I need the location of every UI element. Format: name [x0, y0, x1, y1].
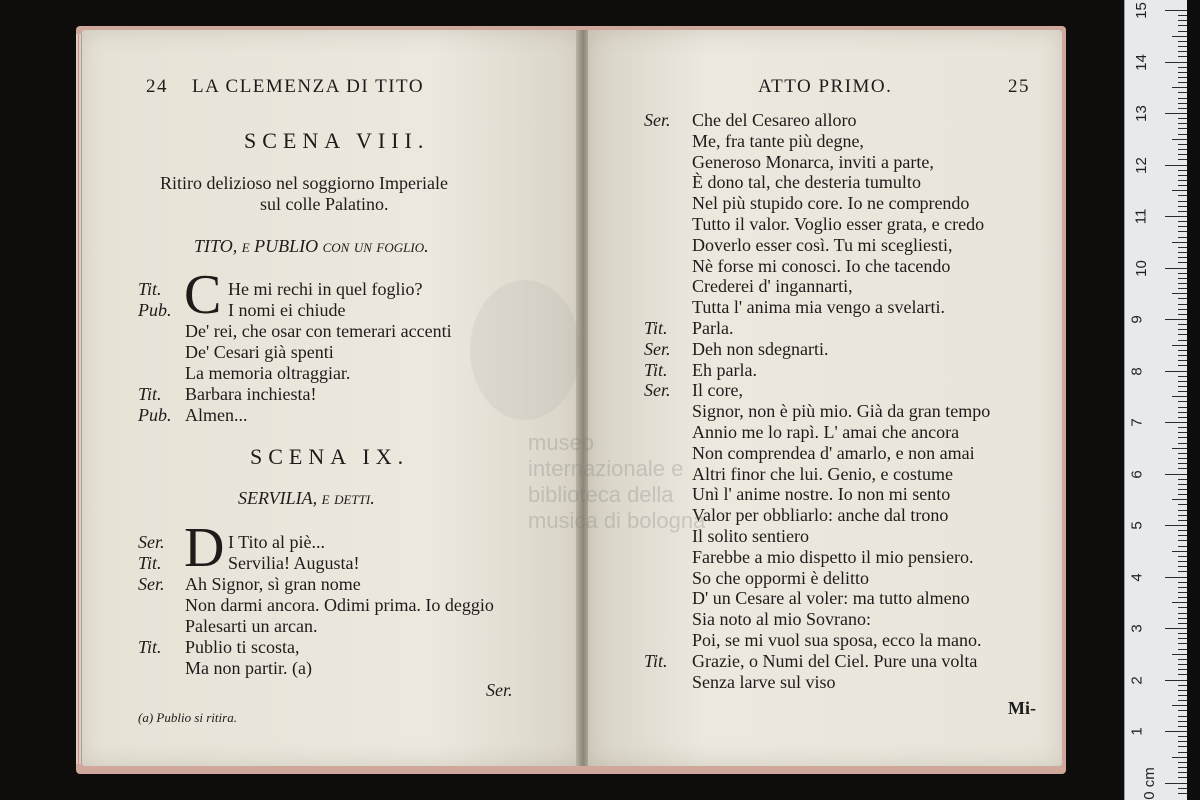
ruler-tick — [1178, 664, 1187, 665]
scene-8-setting-line: Ritiro delizioso nel soggiorno Imperiale — [160, 173, 448, 193]
ruler-tick — [1178, 365, 1187, 366]
ruler-tick — [1178, 82, 1187, 83]
ruler-tick — [1178, 674, 1187, 675]
dialogue-line: La memoria oltraggiar. — [185, 363, 351, 383]
ruler-tick — [1178, 618, 1187, 619]
dialogue-line: Signor, non è più mio. Già da gran tempo — [692, 401, 991, 422]
ruler-tick — [1178, 613, 1187, 614]
ruler-tick — [1178, 221, 1187, 222]
ruler-tick — [1165, 731, 1187, 732]
dialogue-line: Poi, se mi vuol sua sposa, ecco la mano. — [692, 630, 982, 650]
speaker-label: Tit. — [644, 318, 668, 338]
ruler-tick — [1178, 128, 1187, 129]
ruler-tick — [1178, 643, 1187, 644]
dialogue-line: Almen... — [185, 405, 248, 425]
ruler-tick — [1178, 494, 1187, 495]
ruler-tick — [1178, 520, 1187, 521]
ruler-tick — [1172, 345, 1187, 346]
ruler-tick — [1178, 597, 1187, 598]
dialogue-line: Ah Signor, sì gran nome — [185, 574, 361, 594]
ruler-tick — [1178, 314, 1187, 315]
dialogue-line: Unì l' anime nostre. Io non mi sento — [692, 484, 951, 505]
ruler-tick — [1178, 721, 1187, 722]
scene-9-title: SCENA IX. — [250, 444, 410, 469]
dialogue-line: Non comprendea d' amarlo, e non amai — [692, 442, 975, 463]
ruler-tick — [1178, 20, 1187, 21]
dialogue-line: Parla. — [692, 318, 734, 338]
ruler-tick — [1165, 113, 1187, 114]
ruler-tick — [1172, 705, 1187, 706]
ruler-label: 11 — [1132, 208, 1150, 225]
ruler-tick — [1178, 247, 1187, 248]
ruler-tick — [1178, 149, 1187, 150]
ruler-tick — [1172, 654, 1187, 655]
ruler-tick — [1178, 180, 1187, 181]
ruler-tick — [1178, 118, 1187, 119]
dialogue-line: Tutto il valor. Voglio esser grata, e credo — [692, 214, 985, 234]
ruler-tick — [1178, 381, 1187, 382]
watermark: museo internazionale e biblioteca della musica di bologna — [528, 430, 706, 533]
ruler-label: 1 — [1128, 727, 1146, 736]
ruler-label: 9 — [1128, 315, 1146, 324]
ruler-tick — [1178, 206, 1187, 207]
ruler-tick — [1178, 144, 1187, 145]
ruler-tick — [1178, 582, 1187, 583]
measurement-ruler — [1124, 0, 1187, 800]
ruler-tick — [1178, 98, 1187, 99]
ruler-tick — [1178, 41, 1187, 42]
ruler-tick — [1178, 458, 1187, 459]
ruler-tick — [1178, 571, 1187, 572]
ruler-tick — [1178, 566, 1187, 567]
dialogue-line: Barbara inchiesta! — [185, 384, 317, 404]
ruler-tick — [1172, 551, 1187, 552]
ruler-label: 15 — [1132, 2, 1150, 19]
ruler-tick — [1178, 355, 1187, 356]
ruler-tick — [1178, 767, 1187, 768]
ruler-tick — [1178, 592, 1187, 593]
ruler-tick — [1178, 67, 1187, 68]
ruler-label: 14 — [1132, 53, 1150, 71]
ruler-tick — [1178, 633, 1187, 634]
left-page-number: 24 — [146, 76, 168, 97]
ruler-tick — [1178, 376, 1187, 377]
dialogue-line: Non darmi ancora. Odimi prima. Io deggio — [185, 595, 494, 615]
speaker-label: Pub. — [138, 405, 172, 425]
ruler-tick — [1172, 87, 1187, 88]
ruler-tick — [1178, 201, 1187, 202]
ruler-tick — [1178, 700, 1187, 701]
ruler-tick — [1178, 437, 1187, 438]
ruler-tick — [1165, 165, 1187, 166]
ruler-tick — [1178, 288, 1187, 289]
ruler-label: 4 — [1128, 572, 1146, 582]
scene-8-characters: TITO, e PUBLIO con un foglio. — [194, 236, 429, 256]
ruler-tick — [1178, 623, 1187, 624]
ruler-tick — [1178, 510, 1187, 511]
catchword: Ser. — [486, 680, 513, 700]
ruler-tick — [1178, 417, 1187, 418]
ruler-tick — [1178, 752, 1187, 753]
catchword: Mi- — [1008, 698, 1036, 718]
ruler-tick — [1178, 386, 1187, 387]
ruler-label: 3 — [1128, 624, 1146, 633]
ruler-tick — [1178, 726, 1187, 727]
right-running-title: ATTO PRIMO. — [758, 76, 893, 97]
dialogue-line: Crederei d' ingannarti, — [692, 276, 853, 297]
dialogue-line: D' un Cesare al voler: ma tutto almeno — [692, 588, 970, 609]
ruler-tick — [1172, 602, 1187, 603]
dialogue-line: De' rei, che osar con temerari accenti — [185, 321, 452, 341]
ruler-label: 2 — [1128, 675, 1146, 685]
ruler-label: 8 — [1128, 366, 1146, 376]
ruler-tick — [1178, 432, 1187, 433]
ruler-tick — [1178, 746, 1187, 747]
speaker-label: Tit. — [138, 553, 162, 573]
speaker-label: Tit. — [138, 279, 162, 299]
dialogue-line: Me, fra tante più degne, — [692, 130, 864, 151]
ruler-tick — [1178, 391, 1187, 392]
ruler-label: 10 — [1132, 259, 1150, 277]
ruler-tick — [1178, 561, 1187, 562]
speaker-label: Tit. — [138, 637, 162, 657]
ruler-tick — [1165, 319, 1187, 320]
speaker-label: Pub. — [138, 300, 172, 320]
footnote: (a) Publio si ritira. — [138, 710, 237, 725]
ruler-tick — [1178, 556, 1187, 557]
ruler-tick — [1178, 793, 1187, 794]
ruler-tick — [1178, 360, 1187, 361]
dialogue-line: Eh parla. — [692, 359, 757, 380]
left-running-title: LA CLEMENZA DI TITO — [192, 76, 425, 97]
ruler-tick — [1178, 741, 1187, 742]
ruler-tick — [1178, 535, 1187, 536]
ruler-tick — [1165, 525, 1187, 526]
ruler-tick — [1178, 108, 1187, 109]
ruler-tick — [1178, 489, 1187, 490]
ruler-tick — [1165, 628, 1187, 629]
ruler-tick — [1178, 195, 1187, 196]
speaker-label: Ser. — [138, 532, 165, 552]
dialogue-line: Il core, — [692, 380, 743, 401]
scene-8-title: SCENA VIII. — [244, 128, 430, 153]
ruler-tick — [1178, 185, 1187, 186]
ruler-tick — [1178, 710, 1187, 711]
ruler-tick — [1178, 484, 1187, 485]
ruler-tick — [1178, 540, 1187, 541]
ruler-tick — [1178, 546, 1187, 547]
ruler-tick — [1178, 154, 1187, 155]
ruler-tick — [1172, 448, 1187, 449]
ruler-label: 13 — [1132, 105, 1150, 122]
ruler-tick — [1178, 412, 1187, 413]
speaker-label: Ser. — [644, 338, 671, 359]
ruler-tick — [1178, 237, 1187, 238]
ruler-tick — [1178, 407, 1187, 408]
right-page — [588, 30, 1062, 766]
dialogue-line: Farebbe a mio dispetto il mio pensiero. — [692, 546, 974, 567]
ruler-tick — [1178, 427, 1187, 428]
ruler-tick — [1178, 56, 1187, 57]
ruler-tick — [1165, 577, 1187, 578]
drop-cap: C — [184, 264, 222, 326]
scene-9-characters: SERVILIA, e detti. — [238, 488, 375, 508]
ruler-tick — [1178, 638, 1187, 639]
ruler-tick — [1178, 762, 1187, 763]
ruler-tick — [1165, 216, 1187, 217]
ruler-tick — [1178, 103, 1187, 104]
dialogue-line: Senza larve sul viso — [692, 671, 836, 692]
ruler-tick — [1172, 36, 1187, 37]
ruler-tick — [1178, 252, 1187, 253]
ruler-tick — [1172, 396, 1187, 397]
ruler-tick — [1178, 324, 1187, 325]
ruler-label: 12 — [1132, 156, 1150, 174]
ruler-tick — [1178, 298, 1187, 299]
ruler-tick — [1172, 757, 1187, 758]
dialogue-line: Generoso Monarca, inviti a parte, — [692, 151, 934, 172]
dialogue-line: Tutta l' anima mia vengo a svelarti. — [692, 297, 946, 318]
dialogue-line: Sia noto al mio Sovrano: — [692, 609, 871, 630]
ruler-tick — [1178, 736, 1187, 737]
ruler-tick — [1178, 685, 1187, 686]
ruler-tick — [1178, 226, 1187, 227]
ruler-tick — [1178, 92, 1187, 93]
ruler-tick — [1165, 371, 1187, 372]
ruler-tick — [1178, 273, 1187, 274]
ruler-label: 0 cm — [1140, 766, 1158, 800]
speaker-label: Tit. — [644, 650, 668, 671]
ruler-tick — [1178, 278, 1187, 279]
ruler-tick — [1178, 788, 1187, 789]
ruler-tick — [1172, 293, 1187, 294]
ruler-tick — [1178, 340, 1187, 341]
ruler-tick — [1178, 401, 1187, 402]
ruler-tick — [1178, 587, 1187, 588]
ruler-tick — [1178, 334, 1187, 335]
ruler-tick — [1178, 716, 1187, 717]
ruler-tick — [1178, 123, 1187, 124]
ruler-tick — [1165, 268, 1187, 269]
ruler-tick — [1178, 669, 1187, 670]
watermark-logo — [470, 280, 580, 420]
dialogue-line: De' Cesari già spenti — [185, 342, 334, 362]
ruler-tick — [1165, 422, 1187, 423]
speaker-label: Ser. — [644, 110, 671, 130]
ruler-tick — [1178, 309, 1187, 310]
ruler-tick — [1165, 680, 1187, 681]
ruler-tick — [1178, 453, 1187, 454]
dialogue-line: Palesarti un arcan. — [185, 616, 318, 636]
ruler-tick — [1178, 690, 1187, 691]
ruler-tick — [1172, 139, 1187, 140]
ruler-tick — [1178, 72, 1187, 73]
ruler-tick — [1178, 515, 1187, 516]
ruler-tick — [1178, 659, 1187, 660]
ruler-tick — [1178, 649, 1187, 650]
ruler-tick — [1178, 257, 1187, 258]
speaker-label: Ser. — [138, 574, 165, 594]
ruler-tick — [1178, 329, 1187, 330]
ruler-tick — [1178, 31, 1187, 32]
dialogue-line: Doverlo esser così. Tu mi scegliesti, — [692, 234, 953, 255]
dialogue-line: Il solito sentiero — [692, 526, 809, 546]
ruler-tick — [1178, 530, 1187, 531]
ruler-tick — [1172, 190, 1187, 191]
dialogue-line: È dono tal, che desteria tumulto — [692, 172, 921, 193]
dialogue-line: Valor per obbliarlo: anche dal trono — [692, 505, 949, 526]
ruler-label: 5 — [1128, 521, 1146, 530]
right-page-number: 25 — [1008, 76, 1030, 97]
speaker-label: Ser. — [644, 380, 671, 401]
ruler-tick — [1178, 170, 1187, 171]
dialogue-line: Publio ti scosta, — [185, 637, 300, 657]
dialogue-line: Ma non partir. (a) — [185, 658, 312, 678]
speaker-label: Tit. — [138, 384, 162, 404]
ruler-tick — [1178, 283, 1187, 284]
ruler-tick — [1178, 77, 1187, 78]
ruler-tick — [1178, 46, 1187, 47]
scene-8-setting-line: sul colle Palatino. — [260, 194, 389, 214]
ruler-tick — [1165, 474, 1187, 475]
ruler-tick — [1178, 350, 1187, 351]
speaker-label: Tit. — [644, 359, 668, 380]
ruler-tick — [1178, 231, 1187, 232]
dialogue-line: So che oppormi è delitto — [692, 567, 869, 588]
open-book — [76, 26, 1066, 774]
ruler-tick — [1178, 159, 1187, 160]
ruler-tick — [1178, 468, 1187, 469]
ruler-tick — [1172, 499, 1187, 500]
ruler-tick — [1178, 262, 1187, 263]
ruler-tick — [1178, 772, 1187, 773]
ruler-tick — [1178, 463, 1187, 464]
dialogue-line: Nè forse mi conosci. Io che tacendo — [692, 255, 951, 276]
ruler-tick — [1178, 211, 1187, 212]
dialogue-line: Nel più stupido core. Io ne comprendo — [692, 193, 970, 214]
ruler-tick — [1178, 15, 1187, 16]
ruler-tick — [1165, 62, 1187, 63]
dialogue-line: Servilia! Augusta! — [228, 553, 360, 573]
ruler-tick — [1178, 175, 1187, 176]
ruler-label: 7 — [1128, 418, 1146, 427]
dialogue-line: I Tito al piè... — [228, 532, 326, 552]
dialogue-line: Che del Cesareo alloro — [692, 110, 857, 130]
ruler-tick — [1178, 51, 1187, 52]
dialogue-line: Altri finor che lui. Genio, e costume — [692, 463, 953, 484]
ruler-tick — [1178, 777, 1187, 778]
ruler-label: 6 — [1128, 469, 1146, 479]
ruler-tick — [1172, 242, 1187, 243]
ruler-tick — [1165, 10, 1187, 11]
dialogue-line: Deh non sdegnarti. — [692, 338, 829, 359]
dialogue-line: Annio me lo rapì. L' amai che ancora — [692, 422, 960, 442]
ruler-tick — [1178, 443, 1187, 444]
dialogue-line: I nomi ei chiude — [228, 300, 346, 320]
ruler-tick — [1178, 25, 1187, 26]
ruler-tick — [1178, 504, 1187, 505]
dialogue-line: Grazie, o Numi del Ciel. Pure una volta — [692, 650, 978, 671]
ruler-tick — [1178, 134, 1187, 135]
ruler-tick — [1165, 783, 1187, 784]
dialogue-line: He mi rechi in quel foglio? — [228, 279, 423, 299]
ruler-tick — [1178, 695, 1187, 696]
drop-cap: D — [184, 517, 225, 579]
ruler-tick — [1178, 607, 1187, 608]
ruler-tick — [1178, 304, 1187, 305]
ruler-tick — [1178, 479, 1187, 480]
